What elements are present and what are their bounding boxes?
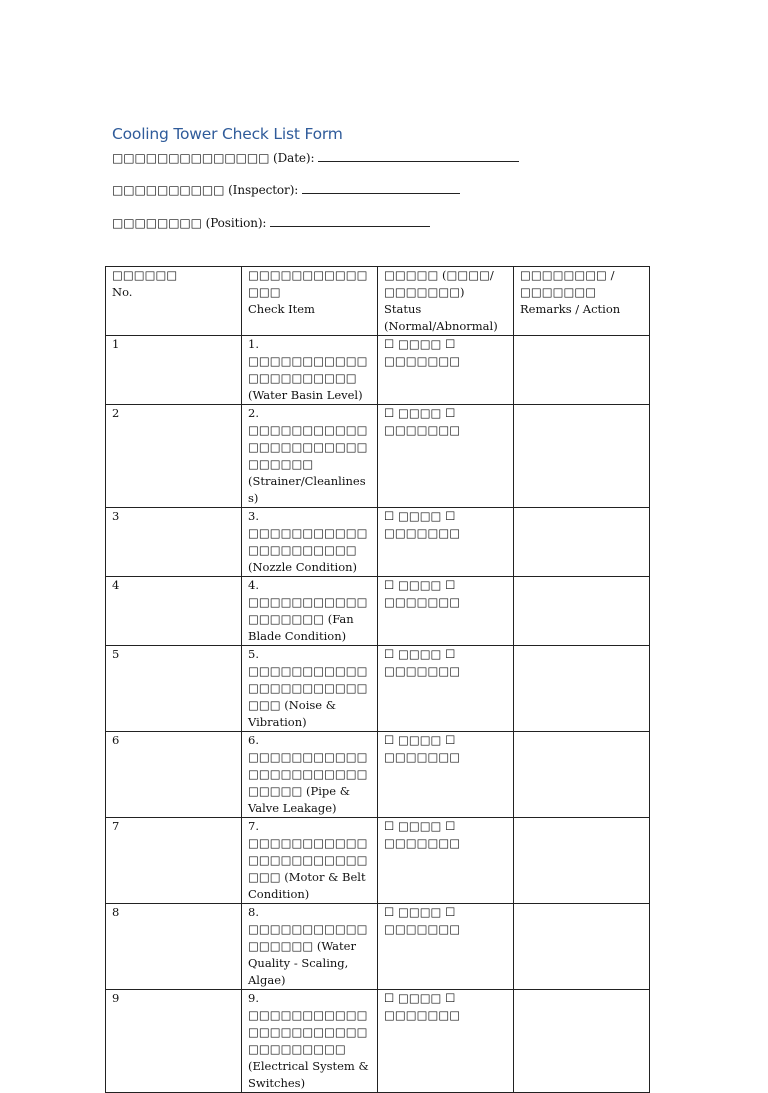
table-row xyxy=(106,646,650,732)
row-remarks[interactable] xyxy=(514,818,650,904)
row-check-item: 7. □□□□□□□□□□□□□□□□□□□□□□□□□ (Motor & Belt Condition) xyxy=(242,818,378,904)
table-header-row xyxy=(106,267,650,336)
row-no: 8 xyxy=(106,904,242,990)
inspector-field xyxy=(112,182,460,197)
form-title: Cooling Tower Check List Form xyxy=(112,125,343,143)
row-remarks[interactable] xyxy=(514,990,650,1093)
row-status-options[interactable]: ☐ □□□□ ☐ □□□□□□□ xyxy=(378,732,514,818)
row-no: 6 xyxy=(106,732,242,818)
row-no: 5 xyxy=(106,646,242,732)
row-remarks[interactable] xyxy=(514,646,650,732)
row-status-options[interactable]: ☐ □□□□ ☐ □□□□□□□ xyxy=(378,577,514,646)
row-remarks[interactable] xyxy=(514,577,650,646)
row-no: 1 xyxy=(106,336,242,405)
row-check-item: 2. □□□□□□□□□□□□□□□□□□□□□□□□□□□□ (Strainer/Cleanliness) xyxy=(242,405,378,508)
date-label: □□□□□□□□□□□□□□ (Date): xyxy=(112,151,315,165)
row-no: 9 xyxy=(106,990,242,1093)
row-check-item: 8. □□□□□□□□□□□□□□□□□ (Water Quality - Scaling, Algae) xyxy=(242,904,378,990)
row-no: 2 xyxy=(106,405,242,508)
table-row xyxy=(106,577,650,646)
position-input-line[interactable] xyxy=(270,215,430,227)
table-row xyxy=(106,336,650,405)
header-status: □□□□□ (□□□□/□□□□□□□) Status (Normal/Abnormal) xyxy=(378,267,514,336)
inspector-input-line[interactable] xyxy=(302,182,460,194)
position-field xyxy=(112,215,430,230)
table-row xyxy=(106,405,650,508)
row-status-options[interactable]: ☐ □□□□ ☐ □□□□□□□ xyxy=(378,405,514,508)
row-remarks[interactable] xyxy=(514,508,650,577)
checklist-table xyxy=(105,266,650,1093)
table-row xyxy=(106,904,650,990)
header-no: □□□□□□ No. xyxy=(106,267,242,336)
row-remarks[interactable] xyxy=(514,904,650,990)
row-check-item: 4. □□□□□□□□□□□□□□□□□□ (Fan Blade Condition) xyxy=(242,577,378,646)
header-remarks: □□□□□□□□ / □□□□□□□ Remarks / Action xyxy=(514,267,650,336)
inspector-label: □□□□□□□□□□ (Inspector): xyxy=(112,183,299,197)
row-no: 4 xyxy=(106,577,242,646)
row-check-item: 9. □□□□□□□□□□□□□□□□□□□□□□□□□□□□□□□ (Electrical System & Switches) xyxy=(242,990,378,1093)
row-remarks[interactable] xyxy=(514,732,650,818)
row-check-item: 6. □□□□□□□□□□□□□□□□□□□□□□□□□□□ (Pipe & Valve Leakage) xyxy=(242,732,378,818)
table-row xyxy=(106,732,650,818)
date-input-line[interactable] xyxy=(318,150,519,162)
row-no: 7 xyxy=(106,818,242,904)
row-status-options[interactable]: ☐ □□□□ ☐ □□□□□□□ xyxy=(378,646,514,732)
table-row xyxy=(106,508,650,577)
position-label: □□□□□□□□ (Position): xyxy=(112,216,267,230)
table-row xyxy=(106,990,650,1093)
row-remarks[interactable] xyxy=(514,336,650,405)
row-status-options[interactable]: ☐ □□□□ ☐ □□□□□□□ xyxy=(378,336,514,405)
date-field xyxy=(112,150,519,165)
row-remarks[interactable] xyxy=(514,405,650,508)
row-status-options[interactable]: ☐ □□□□ ☐ □□□□□□□ xyxy=(378,904,514,990)
row-check-item: 5. □□□□□□□□□□□□□□□□□□□□□□□□□ (Noise & Vibration) xyxy=(242,646,378,732)
row-no: 3 xyxy=(106,508,242,577)
row-status-options[interactable]: ☐ □□□□ ☐ □□□□□□□ xyxy=(378,508,514,577)
row-check-item: 1. □□□□□□□□□□□□□□□□□□□□□ (Water Basin Level) xyxy=(242,336,378,405)
row-check-item: 3. □□□□□□□□□□□□□□□□□□□□□ (Nozzle Condition) xyxy=(242,508,378,577)
header-check-item: □□□□□□□□□□□□□□ Check Item xyxy=(242,267,378,336)
row-status-options[interactable]: ☐ □□□□ ☐ □□□□□□□ xyxy=(378,990,514,1093)
row-status-options[interactable]: ☐ □□□□ ☐ □□□□□□□ xyxy=(378,818,514,904)
table-row xyxy=(106,818,650,904)
